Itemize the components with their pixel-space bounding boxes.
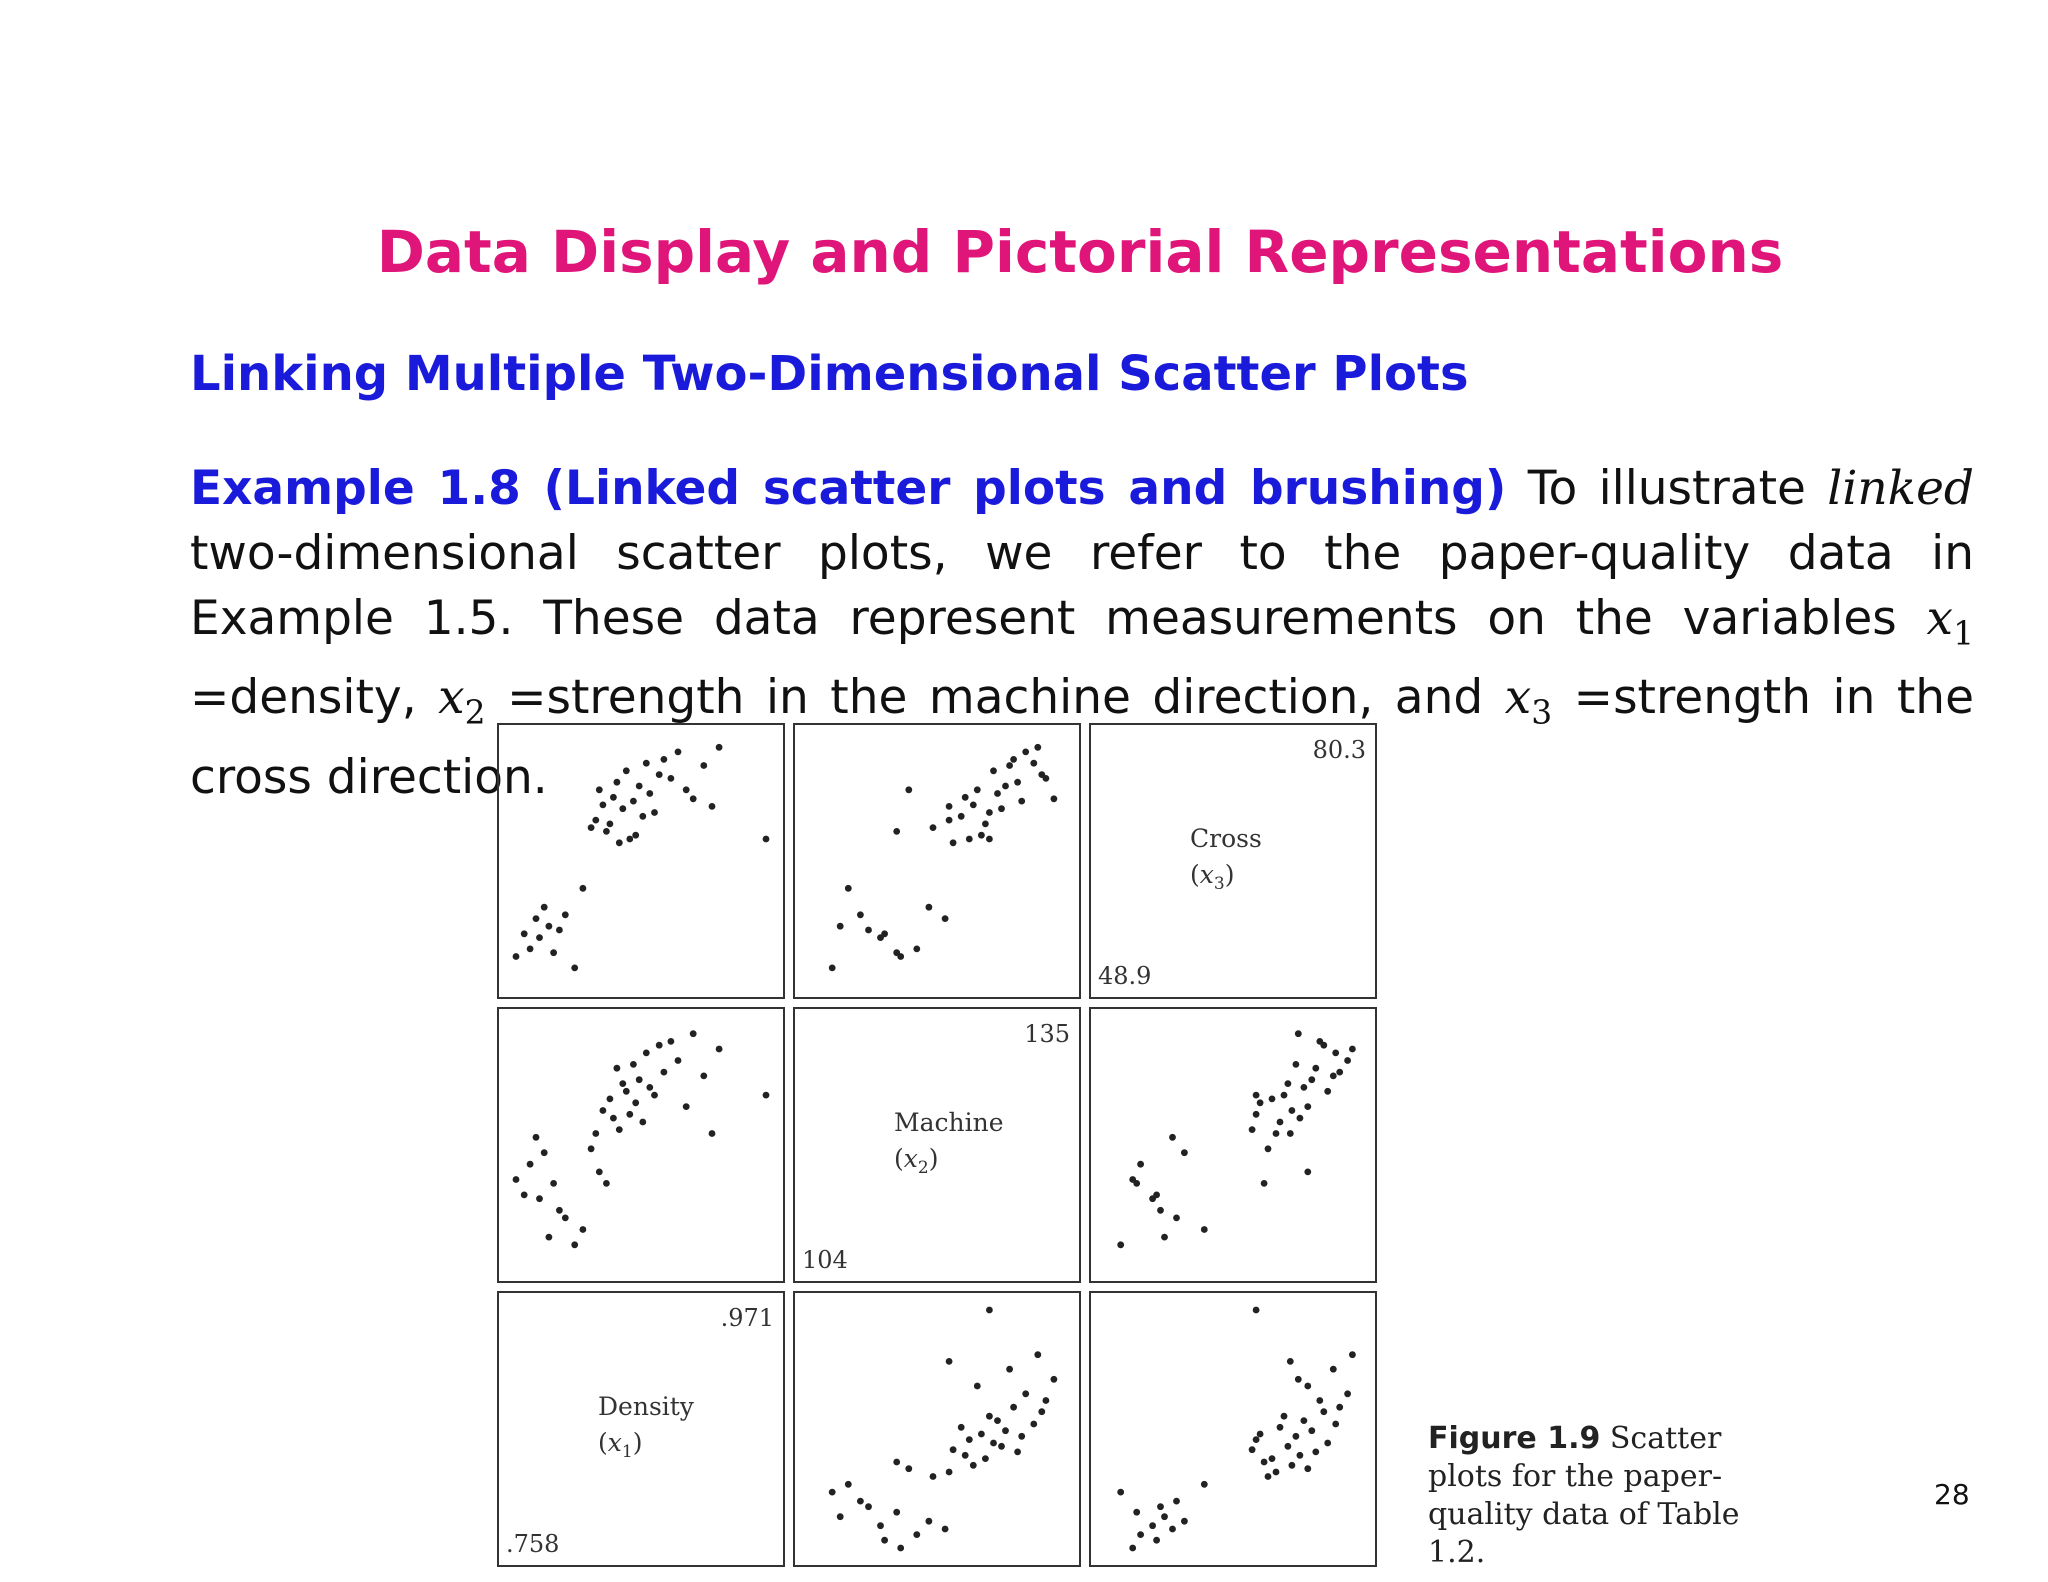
- scatter-point: [1316, 1038, 1323, 1045]
- linked-emphasis: linked: [1827, 461, 1974, 516]
- variable-x3: [1504, 670, 1553, 732]
- scatter-point: [1293, 1433, 1300, 1440]
- scatter-point: [1301, 1084, 1308, 1091]
- scatter-point: [1034, 744, 1041, 751]
- scatter-point: [966, 836, 973, 843]
- scatter-point: [1308, 1427, 1315, 1434]
- scatter-point: [1043, 775, 1050, 782]
- scatter-point: [1010, 1404, 1017, 1411]
- scatter-point: [946, 1358, 953, 1365]
- scatter-point: [610, 794, 617, 801]
- scatter-point: [533, 1134, 540, 1141]
- panel-min-label: 48.9: [1098, 962, 1152, 990]
- scatter-point: [596, 1169, 603, 1176]
- scatter-panel-frame: [794, 1292, 1080, 1566]
- scatter-point: [1030, 1421, 1037, 1428]
- scatter-point: [709, 1130, 716, 1137]
- scatter-point: [1269, 1096, 1276, 1103]
- scatter-point: [600, 1107, 607, 1114]
- scatter-point: [580, 1226, 587, 1233]
- scatter-point: [942, 1526, 949, 1533]
- scatter-point: [1014, 779, 1021, 786]
- scatter-point: [656, 771, 663, 778]
- scatter-point: [1320, 1408, 1327, 1415]
- scatter-point: [990, 1440, 997, 1447]
- scatter-point: [763, 836, 770, 843]
- variable-x3-subscript: 3: [1531, 692, 1553, 732]
- scatter-point: [513, 1176, 520, 1183]
- scatter-point: [562, 911, 569, 918]
- scatter-panel-frame: [498, 724, 784, 998]
- scatter-point: [556, 1207, 563, 1214]
- variable-symbol-label: $(x_2)$: [894, 1144, 939, 1178]
- scatter-point: [970, 802, 977, 809]
- scatter-point: [1181, 1149, 1188, 1156]
- scatter-point: [690, 795, 697, 802]
- scatter-point: [623, 767, 630, 774]
- scatter-point: [966, 1436, 973, 1443]
- scatter-point: [986, 836, 993, 843]
- scatter-point: [893, 949, 900, 956]
- variable-x1-symbol: x: [1926, 591, 1954, 646]
- figure-caption-text: Scatter plots for the paper-quality data of Table 1.2.: [1428, 1421, 1740, 1570]
- scatter-point: [1034, 1351, 1041, 1358]
- scatter-point: [958, 1424, 965, 1431]
- variable-x2: [438, 670, 486, 732]
- scatter-panel-frame: [1090, 1292, 1376, 1566]
- scatter-point: [950, 1446, 957, 1453]
- scatter-point: [690, 1030, 697, 1037]
- scatter-point: [643, 1050, 650, 1057]
- scatter-point: [926, 1518, 933, 1525]
- scatter-point: [1018, 1433, 1025, 1440]
- scatter-point: [630, 798, 637, 805]
- scatter-point: [700, 762, 707, 769]
- scatter-point: [596, 786, 603, 793]
- scatter-point: [683, 786, 690, 793]
- scatter-point: [1336, 1404, 1343, 1411]
- scatter-point: [556, 927, 563, 934]
- variable-name-label: Machine: [894, 1108, 1004, 1137]
- scatter-point: [946, 1469, 953, 1476]
- scatter-point: [845, 1481, 852, 1488]
- scatter-point: [962, 1452, 969, 1459]
- scatter-point: [1332, 1421, 1339, 1428]
- scatter-point: [978, 832, 985, 839]
- scatter-point: [636, 783, 643, 790]
- scatter-point: [893, 828, 900, 835]
- scatter-point: [1181, 1518, 1188, 1525]
- variable-x3-symbol: x: [1504, 670, 1532, 726]
- scatter-point: [616, 1126, 623, 1133]
- scatter-point: [1265, 1473, 1272, 1480]
- scatter-point: [1308, 1076, 1315, 1083]
- scatter-point: [1018, 798, 1025, 805]
- scatter-point: [974, 786, 981, 793]
- figure-caption-label: Figure 1.9: [1428, 1421, 1601, 1456]
- scatter-point: [661, 756, 668, 763]
- scatter-point: [527, 946, 534, 953]
- scatter-point: [1133, 1180, 1140, 1187]
- scatter-point: [536, 934, 543, 941]
- scatter-point: [930, 1473, 937, 1480]
- scatter-panel-frame: [794, 724, 1080, 998]
- panel-min-label: 104: [802, 1246, 848, 1274]
- scatter-point: [1285, 1443, 1292, 1450]
- scatter-point: [588, 824, 595, 831]
- scatter-point: [1051, 1376, 1058, 1383]
- scatter-point: [1129, 1545, 1136, 1552]
- scatter-point: [1149, 1195, 1156, 1202]
- scatter-point: [1287, 1130, 1294, 1137]
- scatter-point: [877, 1522, 884, 1529]
- scatter-point: [958, 813, 965, 820]
- scatter-point: [675, 1057, 682, 1064]
- scatter-point: [946, 817, 953, 824]
- scatter-point: [1349, 1351, 1356, 1358]
- scatter-point: [630, 1061, 637, 1068]
- scatter-point: [913, 1531, 920, 1538]
- scatter-point: [546, 1234, 553, 1241]
- panel-min-label: .758: [506, 1530, 560, 1558]
- scatter-point: [1002, 1427, 1009, 1434]
- scatter-point: [616, 839, 623, 846]
- scatter-point: [1117, 1489, 1124, 1496]
- scatter-point: [1201, 1481, 1208, 1488]
- section-heading: Linking Multiple Two-Dimensional Scatter Plots: [190, 346, 1469, 402]
- scatter-point: [1038, 1408, 1045, 1415]
- scatter-point: [1289, 1462, 1296, 1469]
- scatter-point: [905, 786, 912, 793]
- scatter-point: [521, 1192, 528, 1199]
- scatter-point: [1022, 1390, 1029, 1397]
- scatter-point: [1312, 1449, 1319, 1456]
- variable-name-label: Density: [598, 1392, 694, 1421]
- scatter-point: [946, 803, 953, 810]
- scatter-point: [1273, 1469, 1280, 1476]
- scatter-point: [1014, 1449, 1021, 1456]
- scatter-point: [1149, 1522, 1156, 1529]
- scatter-point: [994, 790, 1001, 797]
- scatter-point: [1330, 1073, 1337, 1080]
- scatter-point: [1010, 756, 1017, 763]
- scatter-point: [527, 1161, 534, 1168]
- scatter-point: [950, 839, 957, 846]
- scatter-matrix-figure: [490, 716, 1390, 1576]
- scatter-point: [1324, 1088, 1331, 1095]
- scatter-point: [1304, 1169, 1311, 1176]
- scatter-point: [1157, 1207, 1164, 1214]
- scatter-point: [837, 923, 844, 930]
- scatter-point: [675, 749, 682, 756]
- scatter-point: [709, 803, 716, 810]
- scatter-point: [521, 930, 528, 937]
- scatter-point: [1133, 1509, 1140, 1516]
- scatter-point: [1301, 1417, 1308, 1424]
- scatter-point: [1304, 1103, 1311, 1110]
- scatter-point: [632, 832, 639, 839]
- scatter-point: [562, 1215, 569, 1222]
- scatter-point: [978, 1431, 985, 1438]
- scatter-point: [1137, 1161, 1144, 1168]
- scatter-point: [913, 946, 920, 953]
- scatter-point: [1161, 1513, 1168, 1520]
- scatter-point: [1169, 1526, 1176, 1533]
- scatter-point: [829, 1489, 836, 1496]
- scatter-point: [1257, 1099, 1264, 1106]
- scatter-point: [626, 1111, 633, 1118]
- scatter-point: [1253, 1436, 1260, 1443]
- scatter-point: [1043, 1397, 1050, 1404]
- scatter-point: [1336, 1069, 1343, 1076]
- scatter-point: [1022, 749, 1029, 756]
- scatter-point: [881, 1537, 888, 1544]
- scatter-point: [1344, 1057, 1351, 1064]
- scatter-point: [865, 927, 872, 934]
- scatter-point: [1289, 1107, 1296, 1114]
- scatter-point: [603, 828, 610, 835]
- scatter-point: [1253, 1111, 1260, 1118]
- scatter-point: [986, 1413, 993, 1420]
- scatter-point: [837, 1513, 844, 1520]
- scatter-point: [636, 1076, 643, 1083]
- scatter-point: [1002, 783, 1009, 790]
- scatter-point: [877, 934, 884, 941]
- scatter-point: [1030, 760, 1037, 767]
- scatter-point: [982, 821, 989, 828]
- scatter-point: [623, 1088, 630, 1095]
- scatter-point: [1281, 1413, 1288, 1420]
- scatter-matrix: [490, 716, 1390, 1576]
- scatter-point: [1269, 1455, 1276, 1462]
- scatter-point: [829, 965, 836, 972]
- example-label: Example 1.8 (Linked scatter plots and brushing): [190, 461, 1507, 516]
- scatter-point: [942, 915, 949, 922]
- variable-x2-symbol: x: [438, 670, 465, 726]
- scatter-point: [986, 1307, 993, 1314]
- scatter-point: [1261, 1459, 1268, 1466]
- paragraph-text-4: =strength in the machine direction, and: [485, 670, 1505, 726]
- scatter-point: [970, 1462, 977, 1469]
- scatter-point: [1153, 1537, 1160, 1544]
- scatter-point: [1297, 1115, 1304, 1122]
- scatter-point: [962, 794, 969, 801]
- scatter-point: [1277, 1424, 1284, 1431]
- figure-caption: [1428, 1420, 1748, 1572]
- scatter-point: [603, 1180, 610, 1187]
- scatter-point: [1161, 1234, 1168, 1241]
- variable-x1: [1926, 591, 1974, 653]
- scatter-point: [990, 767, 997, 774]
- scatter-point: [588, 1145, 595, 1152]
- scatter-panel-frame: [1090, 1008, 1376, 1282]
- scatter-point: [550, 949, 557, 956]
- scatter-point: [661, 1069, 668, 1076]
- scatter-point: [1344, 1390, 1351, 1397]
- scatter-point: [845, 885, 852, 892]
- scatter-point: [668, 1038, 675, 1045]
- scatter-point: [994, 1417, 1001, 1424]
- scatter-point: [643, 760, 650, 767]
- scatter-point: [1157, 1503, 1164, 1510]
- scatter-point: [1169, 1134, 1176, 1141]
- scatter-point: [610, 1115, 617, 1122]
- scatter-point: [1051, 795, 1058, 802]
- scatter-point: [619, 1080, 626, 1087]
- scatter-point: [1201, 1226, 1208, 1233]
- paragraph-text-1: To illustrate: [1506, 461, 1828, 516]
- variable-symbol-label: $(x_1)$: [598, 1428, 643, 1462]
- scatter-point: [986, 809, 993, 816]
- variable-x2-subscript: 2: [464, 692, 486, 732]
- paragraph-text-2: two-dimensional scatter plots, we refer to the paper-quality data in Example 1.5. These data represent measurements on the variables: [190, 526, 1974, 646]
- scatter-point: [546, 923, 553, 930]
- scatter-point: [607, 821, 614, 828]
- scatter-point: [1304, 1383, 1311, 1390]
- scatter-point: [998, 1443, 1005, 1450]
- scatter-point: [513, 953, 520, 960]
- scatter-point: [857, 1498, 864, 1505]
- scatter-point: [1249, 1446, 1256, 1453]
- scatter-point: [550, 1180, 557, 1187]
- panel-max-label: 80.3: [1312, 736, 1366, 764]
- scatter-point: [533, 915, 540, 922]
- scatter-point: [614, 1065, 621, 1072]
- scatter-point: [974, 1383, 981, 1390]
- scatter-point: [998, 805, 1005, 812]
- scatter-point: [580, 885, 587, 892]
- panel-max-label: .971: [720, 1304, 774, 1332]
- scatter-point: [1006, 1366, 1013, 1373]
- scatter-point: [639, 1119, 646, 1126]
- scatter-point: [1316, 1397, 1323, 1404]
- scatter-point: [1257, 1431, 1264, 1438]
- scatter-point: [1332, 1050, 1339, 1057]
- scatter-point: [1312, 1065, 1319, 1072]
- scatter-point: [600, 802, 607, 809]
- paragraph-text-5: =strength in the cross direction.: [190, 670, 1975, 805]
- panel-max-label: 135: [1024, 1020, 1070, 1048]
- scatter-point: [982, 1455, 989, 1462]
- scatter-point: [683, 1103, 690, 1110]
- scatter-point: [571, 1241, 578, 1248]
- scatter-point: [646, 790, 653, 797]
- scatter-point: [1349, 1046, 1356, 1053]
- scatter-point: [1006, 762, 1013, 769]
- scatter-point: [1261, 1180, 1268, 1187]
- scatter-point: [865, 1503, 872, 1510]
- scatter-point: [1273, 1130, 1280, 1137]
- scatter-point: [651, 809, 658, 816]
- scatter-point: [1265, 1145, 1272, 1152]
- scatter-point: [897, 1545, 904, 1552]
- scatter-point: [536, 1195, 543, 1202]
- scatter-point: [763, 1092, 770, 1099]
- scatter-point: [614, 779, 621, 786]
- scatter-point: [1173, 1215, 1180, 1222]
- scatter-point: [1285, 1080, 1292, 1087]
- scatter-point: [639, 813, 646, 820]
- scatter-point: [930, 824, 937, 831]
- scatter-point: [893, 1459, 900, 1466]
- scatter-point: [1304, 1465, 1311, 1472]
- scatter-point: [1295, 1030, 1302, 1037]
- scatter-point: [1297, 1452, 1304, 1459]
- scatter-point: [571, 965, 578, 972]
- scatter-point: [1249, 1126, 1256, 1133]
- scatter-point: [857, 911, 864, 918]
- page-number: 28: [1934, 1478, 1970, 1511]
- scatter-point: [607, 1096, 614, 1103]
- scatter-point: [1324, 1440, 1331, 1447]
- scatter-point: [1137, 1531, 1144, 1538]
- scatter-point: [716, 1046, 723, 1053]
- scatter-point: [905, 1465, 912, 1472]
- paragraph-text-3: =density,: [190, 670, 439, 726]
- scatter-point: [1330, 1366, 1337, 1373]
- slide-title: Data Display and Pictorial Representations: [376, 218, 1784, 286]
- scatter-point: [1253, 1307, 1260, 1314]
- scatter-point: [893, 1509, 900, 1516]
- scatter-point: [1173, 1498, 1180, 1505]
- scatter-point: [592, 817, 599, 824]
- scatter-point: [632, 1099, 639, 1106]
- variable-symbol-label: $(x_3)$: [1190, 860, 1235, 894]
- scatter-point: [651, 1092, 658, 1099]
- scatter-point: [926, 904, 933, 911]
- scatter-point: [1117, 1241, 1124, 1248]
- scatter-point: [1293, 1061, 1300, 1068]
- scatter-point: [592, 1130, 599, 1137]
- variable-name-label: Cross: [1190, 824, 1262, 853]
- scatter-point: [626, 836, 633, 843]
- scatter-point: [646, 1084, 653, 1091]
- scatter-point: [1295, 1376, 1302, 1383]
- scatter-point: [1287, 1358, 1294, 1365]
- scatter-point: [541, 904, 548, 911]
- scatter-point: [619, 805, 626, 812]
- scatter-point: [716, 744, 723, 751]
- scatter-point: [668, 775, 675, 782]
- scatter-point: [1277, 1119, 1284, 1126]
- scatter-point: [1253, 1092, 1260, 1099]
- scatter-panel-frame: [498, 1008, 784, 1282]
- scatter-point: [1281, 1092, 1288, 1099]
- scatter-point: [700, 1073, 707, 1080]
- variable-x1-subscript: 1: [1953, 613, 1974, 653]
- scatter-point: [656, 1042, 663, 1049]
- scatter-point: [541, 1149, 548, 1156]
